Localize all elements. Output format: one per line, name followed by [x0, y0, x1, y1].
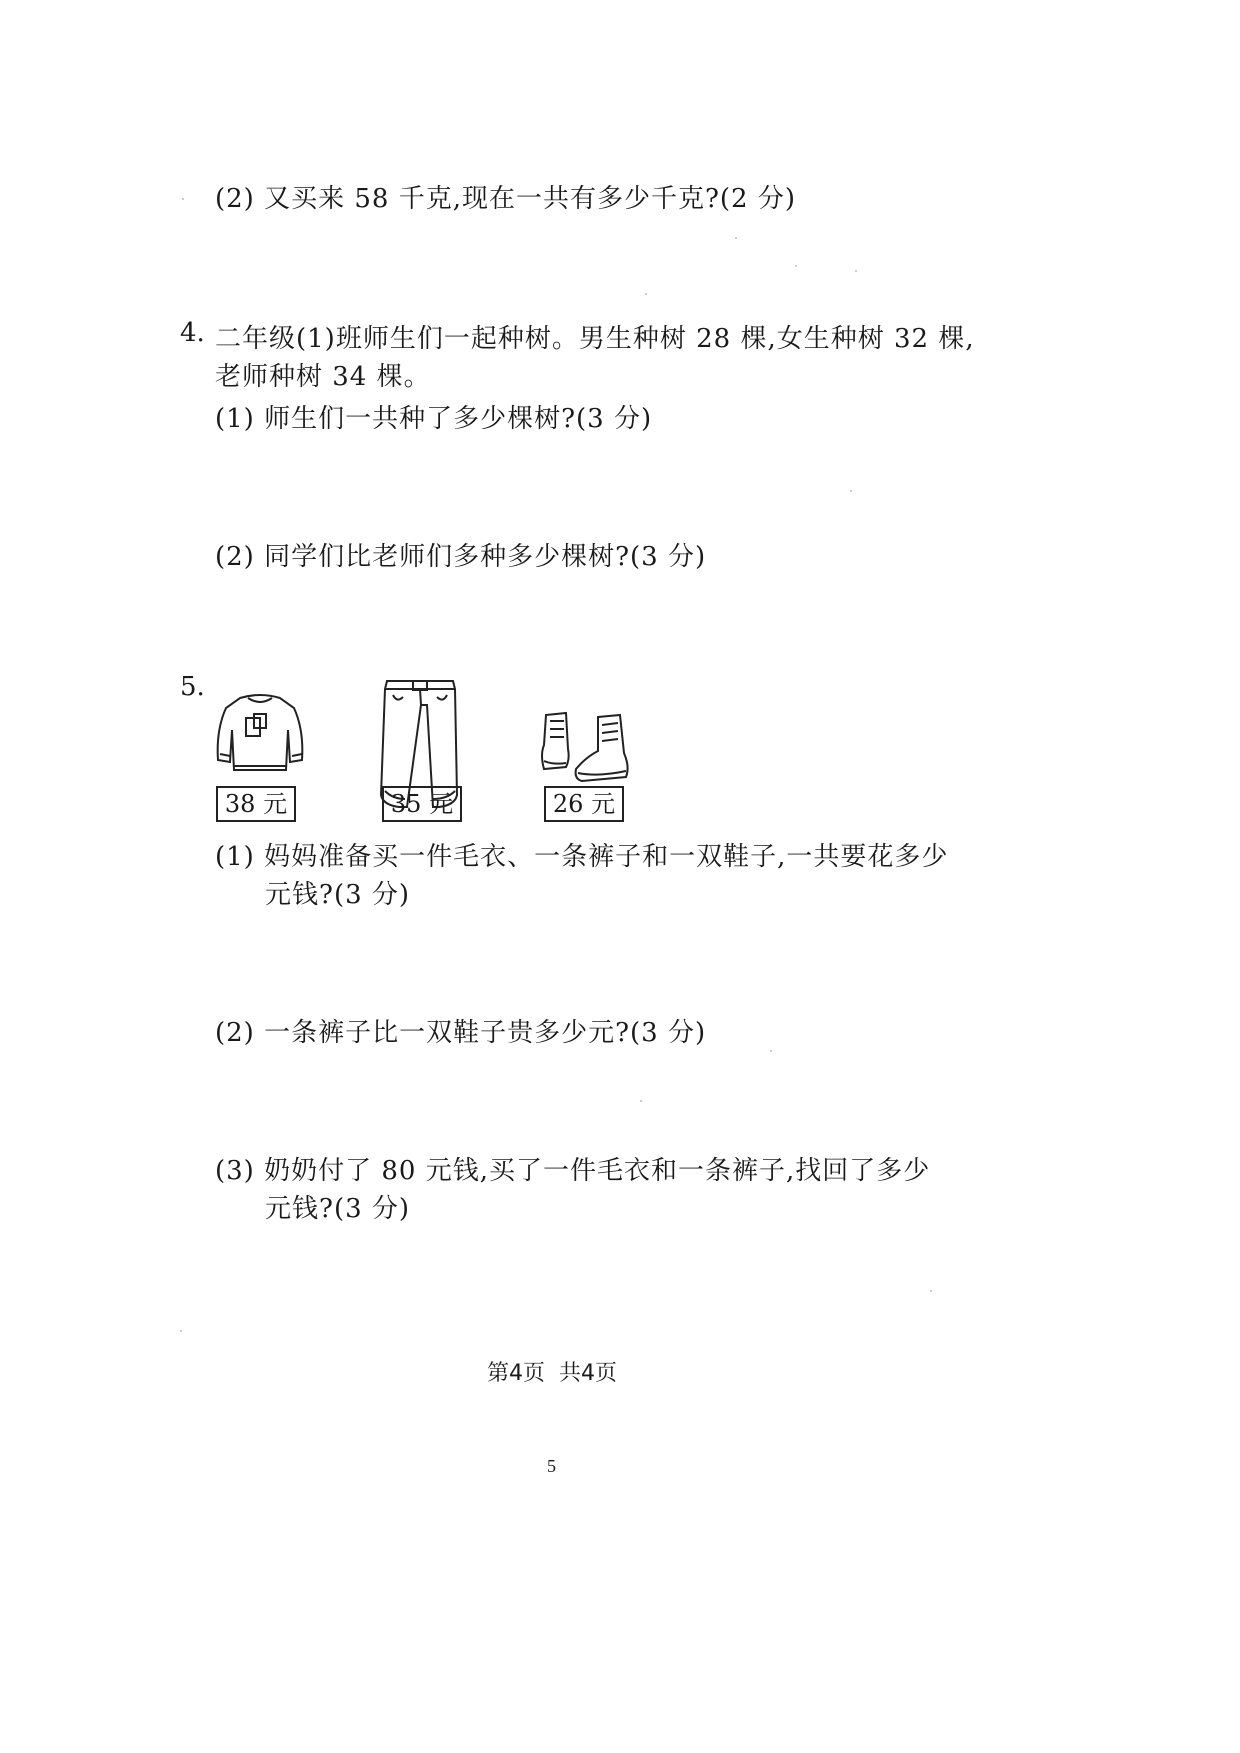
- q5-part1-line1: (1) 妈妈准备买一件毛衣、一条裤子和一双鞋子,一共要花多少: [215, 842, 949, 872]
- scan-speck: [735, 237, 737, 239]
- q4-stem-line2: 老师种树 34 棵。: [215, 362, 431, 392]
- sweater-icon: [210, 690, 310, 780]
- q4-number: 4.: [180, 318, 205, 348]
- q5-part1-line2: 元钱?(3 分): [265, 880, 411, 910]
- q4-part1: (1) 师生们一共种了多少棵树?(3 分): [215, 404, 653, 434]
- scan-speck: [182, 198, 184, 200]
- page-number: 5: [547, 1456, 556, 1476]
- shoes-icon: [538, 705, 638, 795]
- q4-stem-line1: 二年级(1)班师生们一起种树。男生种树 28 棵,女生种树 32 棵,: [215, 324, 975, 354]
- q5-number: 5.: [180, 672, 205, 702]
- scan-speck: [850, 490, 852, 492]
- q5-part2: (2) 一条裤子比一双鞋子贵多少元?(3 分): [215, 1018, 707, 1048]
- price-tag-sweater: 38 元: [216, 786, 296, 822]
- q5-part3-line1: (3) 奶奶付了 80 元钱,买了一件毛衣和一条裤子,找回了多少: [215, 1156, 931, 1186]
- price-tag-pants: 35 元: [382, 786, 462, 822]
- page-info: 第4页 共4页: [487, 1361, 617, 1386]
- q4-part2: (2) 同学们比老师们多种多少棵树?(3 分): [215, 542, 707, 572]
- scan-speck: [640, 1100, 642, 1102]
- price-tag-shoes: 26 元: [544, 786, 624, 822]
- scan-speck: [795, 265, 797, 267]
- scan-speck: [645, 293, 647, 295]
- q5-part3-line2: 元钱?(3 分): [265, 1194, 411, 1224]
- scan-speck: [855, 270, 857, 272]
- scan-speck: [930, 1290, 932, 1292]
- scan-speck: [770, 1050, 772, 1052]
- scan-speck: [180, 1330, 182, 1332]
- q3-part2: (2) 又买来 58 千克,现在一共有多少千克?(2 分): [215, 184, 797, 214]
